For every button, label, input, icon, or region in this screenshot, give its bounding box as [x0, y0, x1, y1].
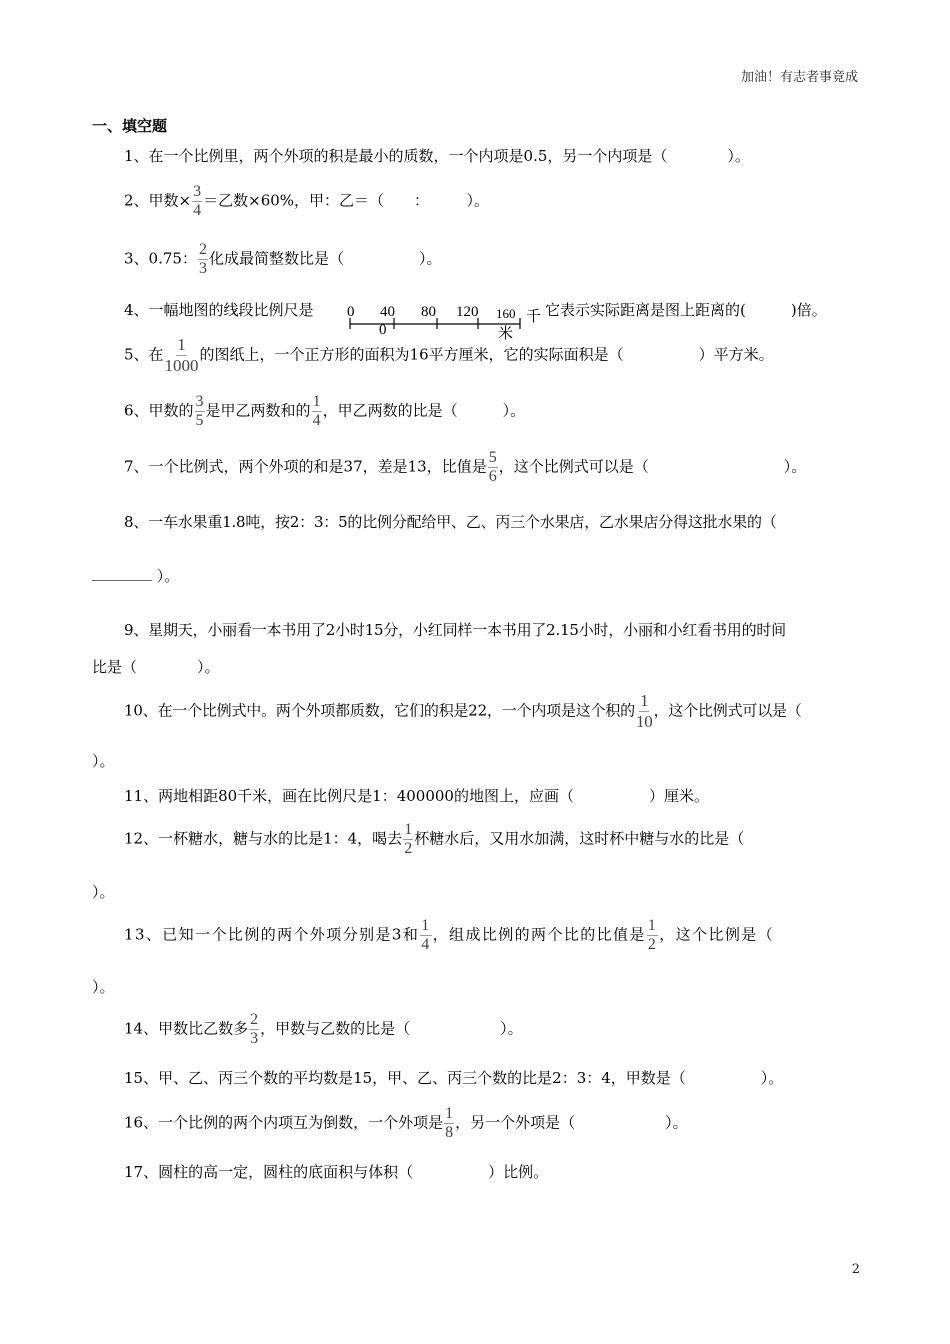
numerator: 1 — [647, 917, 658, 934]
fraction — [195, 394, 205, 429]
question-8-line-2 — [92, 566, 179, 586]
denominator: 2 — [647, 936, 658, 953]
numerator: 1 — [445, 1105, 454, 1122]
question-14-text-b: ，甲数与乙数的比是（ ）。 — [260, 1019, 523, 1038]
denominator: 4 — [193, 202, 202, 219]
fraction — [165, 336, 199, 375]
page-number: 2 — [851, 1262, 860, 1277]
fraction — [420, 918, 431, 953]
question-2-text-b: ＝乙数×60%，甲：乙＝（ ： ）。 — [203, 191, 490, 210]
denominator: 3 — [198, 260, 207, 277]
numerator: 3 — [193, 183, 202, 200]
question-13-text-b: ，组成比例的两个比的比值是 — [432, 925, 646, 944]
question-12-text-a: 12、一杯糖水，糖与水的比是1：4，喝去 — [124, 829, 403, 848]
question-9-line-1: 9、星期天，小丽看一本书用了2小时15分，小红同样一本书用了2.15小时，小丽和小红看书用的时间 — [124, 621, 786, 639]
question-2-text-a: 2、甲数× — [124, 191, 192, 210]
question-5-text-a: 5、在 — [124, 345, 164, 364]
question-16-text-b: ，另一个外项是（ ）。 — [455, 1113, 688, 1132]
question-10-line-2: ）。 — [92, 752, 115, 770]
denominator: 6 — [488, 468, 497, 485]
fraction — [636, 692, 653, 731]
question-16 — [124, 1106, 688, 1141]
fraction — [249, 1012, 259, 1047]
question-10 — [124, 692, 802, 731]
question-13-text-a: 13、已知一个比例的两个外项分别是3和 — [124, 925, 420, 944]
question-2 — [124, 184, 489, 219]
fraction — [403, 822, 413, 857]
question-5-text-b: 的图纸上，一个正方形的面积为16平方厘米，它的实际面积是（ ）平方米。 — [199, 345, 774, 364]
question-6-text-c: ，甲乙两数的比是（ ）。 — [322, 401, 526, 420]
question-13-line-2: ）。 — [92, 978, 115, 996]
question-6-text-b: 是甲乙两数和的 — [205, 401, 311, 420]
question-13-text-c: ，这个比例是（ — [659, 925, 775, 944]
question-7-text-a: 7、一个比例式，两个外项的和是37，差是13，比值是 — [124, 457, 487, 476]
scale-tick-label: 40 — [380, 304, 395, 320]
numerator: 1 — [404, 821, 413, 838]
question-13 — [124, 918, 774, 953]
numerator: 1 — [640, 691, 649, 710]
section-title: 一、填空题 — [92, 117, 168, 135]
denominator: 10 — [635, 712, 653, 731]
question-12 — [124, 822, 744, 857]
question-7-text-b: ，这个比例式可以是（ ）。 — [498, 457, 807, 476]
fraction — [647, 918, 658, 953]
numerator: 2 — [198, 241, 207, 258]
numerator: 1 — [312, 393, 321, 410]
question-7 — [124, 450, 806, 485]
question-17: 17、圆柱的高一定，圆柱的底面积与体积（ ）比例。 — [124, 1163, 549, 1181]
question-10-text-a: 10、在一个比例式中。两个外项都质数，它们的积是22，一个内项是这个积的 — [124, 701, 635, 720]
scale-zero: 0 — [379, 322, 387, 338]
scale-tick-label: 160 — [496, 306, 516, 321]
question-3 — [124, 242, 441, 277]
fraction — [312, 394, 322, 429]
scale-tick-label: 120 — [456, 304, 479, 320]
question-3-text-a: 3、0.75： — [124, 249, 197, 268]
question-15: 15、甲、乙、丙三个数的平均数是15，甲、乙、丙三个数的比是2：3：4，甲数是（ ）。 — [124, 1069, 784, 1087]
question-6-text-a: 6、甲数的 — [124, 401, 194, 420]
fraction — [198, 242, 208, 277]
question-12-line-2: ）。 — [92, 883, 115, 901]
numerator: 5 — [488, 449, 497, 466]
numerator: 2 — [250, 1011, 259, 1028]
question-9-line-2: 比是（ ）。 — [92, 658, 220, 676]
question-14 — [124, 1012, 523, 1047]
page-header: 加油！有志者事竟成 — [740, 70, 858, 85]
question-5 — [124, 336, 774, 375]
denominator: 1000 — [164, 356, 199, 375]
fraction — [488, 450, 498, 485]
question-16-text-a: 16、一个比例的两个内项互为倒数，一个外项是 — [124, 1113, 444, 1132]
denominator: 3 — [250, 1030, 259, 1047]
fraction — [444, 1106, 454, 1141]
scale-tick-label: 80 — [421, 304, 436, 320]
question-11: 11、两地相距80千米，画在比例尺是1：400000的地图上，应画（ ）厘米。 — [124, 787, 709, 805]
question-1: 1、在一个比例里，两个外项的积是最小的质数，一个内项是0.5，另一个内项是（ ）。 — [124, 147, 750, 165]
denominator: 4 — [312, 412, 321, 429]
question-4-text-a: 4、一幅地图的线段比例尺是 — [124, 301, 314, 319]
scale-unit: 米 — [498, 324, 514, 342]
question-8-text-end: ）。 — [156, 567, 180, 585]
denominator: 8 — [445, 1124, 454, 1141]
question-10-text-b: ，这个比例式可以是（ — [653, 701, 802, 720]
fraction — [192, 184, 202, 219]
denominator: 4 — [421, 936, 431, 953]
numerator: 1 — [177, 335, 186, 354]
question-12-text-b: 杯糖水后，又用水加满，这时杯中糖与水的比是（ — [414, 829, 745, 848]
question-14-text-a: 14、甲数比乙数多 — [124, 1019, 249, 1038]
question-4-text-b: 它表示实际距离是图上距离的( )倍。 — [545, 301, 827, 319]
scale-tick-label: 0 — [347, 304, 355, 320]
denominator: 2 — [404, 840, 413, 857]
numerator: 1 — [421, 917, 431, 934]
scale-unit: 千 — [526, 307, 542, 325]
question-3-text-b: 化成最简整数比是（ ）。 — [208, 249, 442, 268]
numerator: 3 — [195, 393, 204, 410]
answer-blank[interactable] — [92, 566, 152, 581]
question-6 — [124, 394, 525, 429]
denominator: 5 — [195, 412, 204, 429]
question-8-line-1: 8、一车水果重1.8吨，按2：3：5的比例分配给甲、乙、丙三个水果店，乙水果店分得这批水果的（ — [124, 513, 777, 531]
